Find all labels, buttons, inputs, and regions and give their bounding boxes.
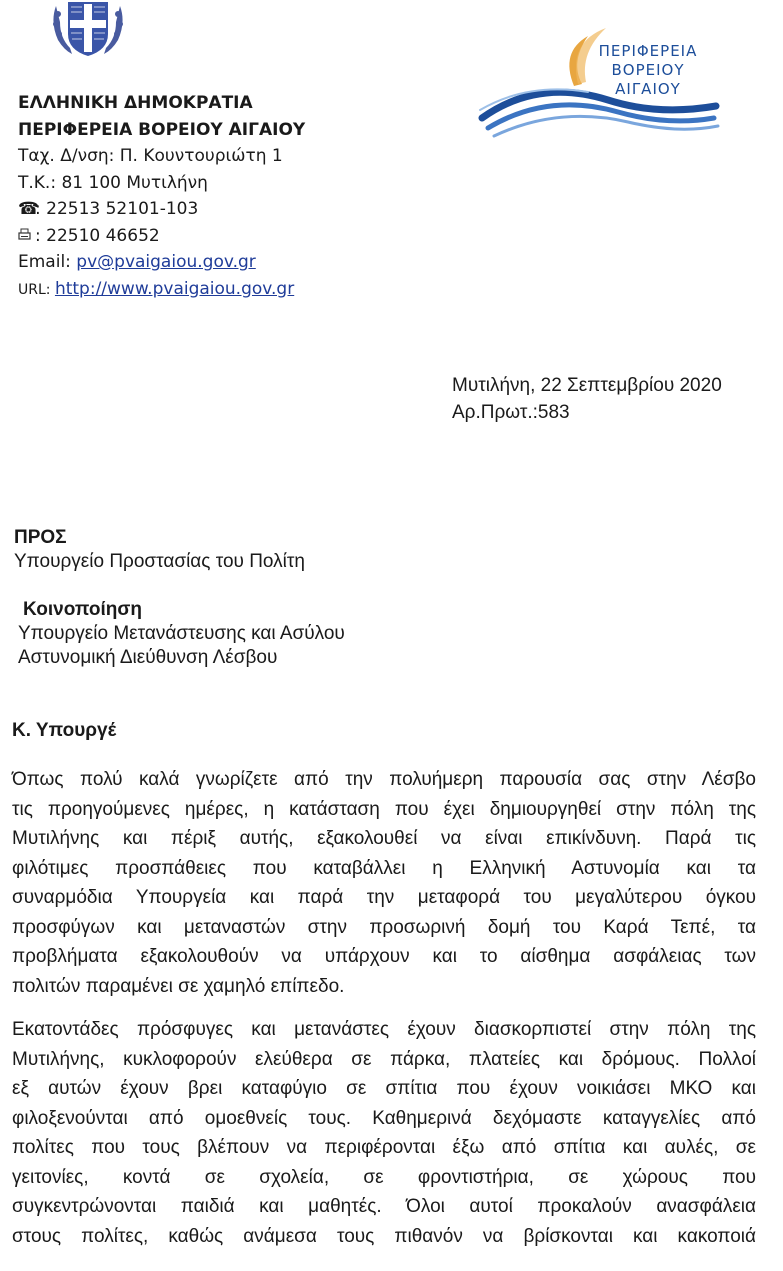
paragraph-line: Όπως πολύ καλά γνωρίζετε από την πολυήμερη παρουσία σας στην Λέσβο	[12, 769, 756, 790]
cc-heading: Κοινοποίηση	[23, 599, 142, 620]
sender-block	[18, 90, 305, 303]
paragraph-line: γειτονίες, κοντά σε σχολεία, σε φροντιστήρια, σε χώρους που	[12, 1166, 756, 1188]
body-paragraph-1	[12, 765, 756, 1001]
sender-fax-row	[18, 223, 305, 250]
protocol-number: Αρ.Πρωτ.:583	[452, 402, 570, 423]
region-north-aegean-logo	[478, 22, 723, 140]
paragraph-line: φιλότιμες προσπάθειες που καταβάλλει η Ελληνική Αστυνομία και τα	[12, 857, 756, 879]
salutation: Κ. Υπουργέ	[12, 720, 117, 741]
date-block	[452, 372, 722, 426]
fax-icon	[18, 223, 35, 250]
website-link[interactable]: http://www.pvaigaiou.gov.gr	[54, 278, 295, 299]
paragraph-line: προβλήματα εξακολουθούν να υπάρχουν και το αίσθημα ασφάλειας των	[12, 946, 756, 967]
sender-phone: : 22513 52101-103	[35, 199, 199, 219]
phone-icon: ☎	[18, 199, 40, 219]
logo-text-line-2: ΒΟΡΕΙΟΥ	[611, 61, 685, 79]
paragraph-line: φιλοξενούνται από ομοεθνείς τους. Καθημερινά δεχόμαστε καταγγελίες από	[12, 1107, 756, 1129]
paragraph-line: εξ αυτών έχουν βρει καταφύγιο σε σπίτια που έχουν νοικιάσει ΜΚΟ και	[12, 1078, 756, 1099]
logo-text-line-1: ΠΕΡΙΦΕΡΕΙΑ	[598, 42, 698, 60]
to-recipient: Υπουργείο Προστασίας του Πολίτη	[14, 551, 305, 572]
paragraph-line: συγκεντρώνονται παιδιά και μαθητές. Όλοι αυτοί προκαλούν ανασφάλεια	[12, 1196, 756, 1217]
sender-address: Ταχ. Δ/νση: Π. Κουντουριώτη 1	[18, 146, 283, 166]
to-block	[14, 526, 305, 574]
paragraph-line: Μυτιλήνης, κυκλοφορούν ελεύθερα σε πάρκα, πλατείες και δρόμους. Πολλοί	[12, 1048, 756, 1070]
cc-block	[18, 598, 345, 670]
letter-date: Μυτιλήνη, 22 Σεπτεμβρίου 2020	[452, 375, 722, 396]
to-heading: ΠΡΟΣ	[14, 527, 67, 548]
email-link[interactable]: pv@pvaigaiou.gov.gr	[76, 252, 256, 272]
cc-recipient-1: Υπουργείο Μετανάστευσης και Ασύλου	[18, 623, 345, 644]
paragraph-line: προσφύγων και μεταναστών στην προσωρινή δομή του Καρά Τεπέ, τα	[12, 916, 756, 938]
paragraph-line: πολιτών παραμένει σε χαμηλό επίπεδο.	[12, 975, 345, 997]
sender-country: ΕΛΛΗΝΙΚΗ ΔΗΜΟΚΡΑΤΙΑ	[18, 93, 253, 113]
paragraph-line: Εκατοντάδες πρόσφυγες και μετανάστες έχουν διασκορπιστεί στην πόλη της	[12, 1019, 756, 1040]
sender-fax: : 22510 46652	[35, 225, 160, 246]
sender-region: ΠΕΡΙΦΕΡΕΙΑ ΒΟΡΕΙΟΥ ΑΙΓΑΙΟΥ	[18, 119, 306, 140]
url-label: URL:	[18, 281, 55, 298]
paragraph-line: τις προηγούμενες ημέρες, η κατάσταση που έχει δημιουργηθεί στην πόλη της	[12, 798, 756, 820]
logo-text-line-3: ΑΙΓΑΙΟΥ	[615, 80, 681, 98]
paragraph-line: πολίτες που τους βλέπουν να περιφέρονται έξω από σπίτια και αυλές, σε	[12, 1137, 756, 1158]
body-paragraph-2	[12, 1015, 756, 1251]
paragraph-line: Μυτιλήνης και πέριξ αυτής, εξακολουθεί να είναι επικίνδυνη. Παρά τις	[12, 828, 756, 849]
paragraph-line: συναρμόδια Υπουργεία και παρά την μεταφορά του μεγαλύτερου όγκου	[12, 887, 756, 908]
sender-postcode: Τ.Κ.: 81 100 Μυτιλήνη	[18, 172, 208, 193]
sender-url-row	[18, 276, 305, 304]
sender-phone-row	[18, 196, 305, 223]
cc-recipient-2: Αστυνομική Διεύθυνση Λέσβου	[18, 647, 278, 668]
coat-of-arms-emblem-icon	[48, 0, 128, 58]
sender-email-row	[18, 249, 305, 276]
email-label: Email:	[18, 252, 77, 272]
paragraph-line: στους πολίτες, καθώς ανάμεσα τους πιθανόν να βρίσκονται και κακοποιά	[12, 1225, 756, 1247]
